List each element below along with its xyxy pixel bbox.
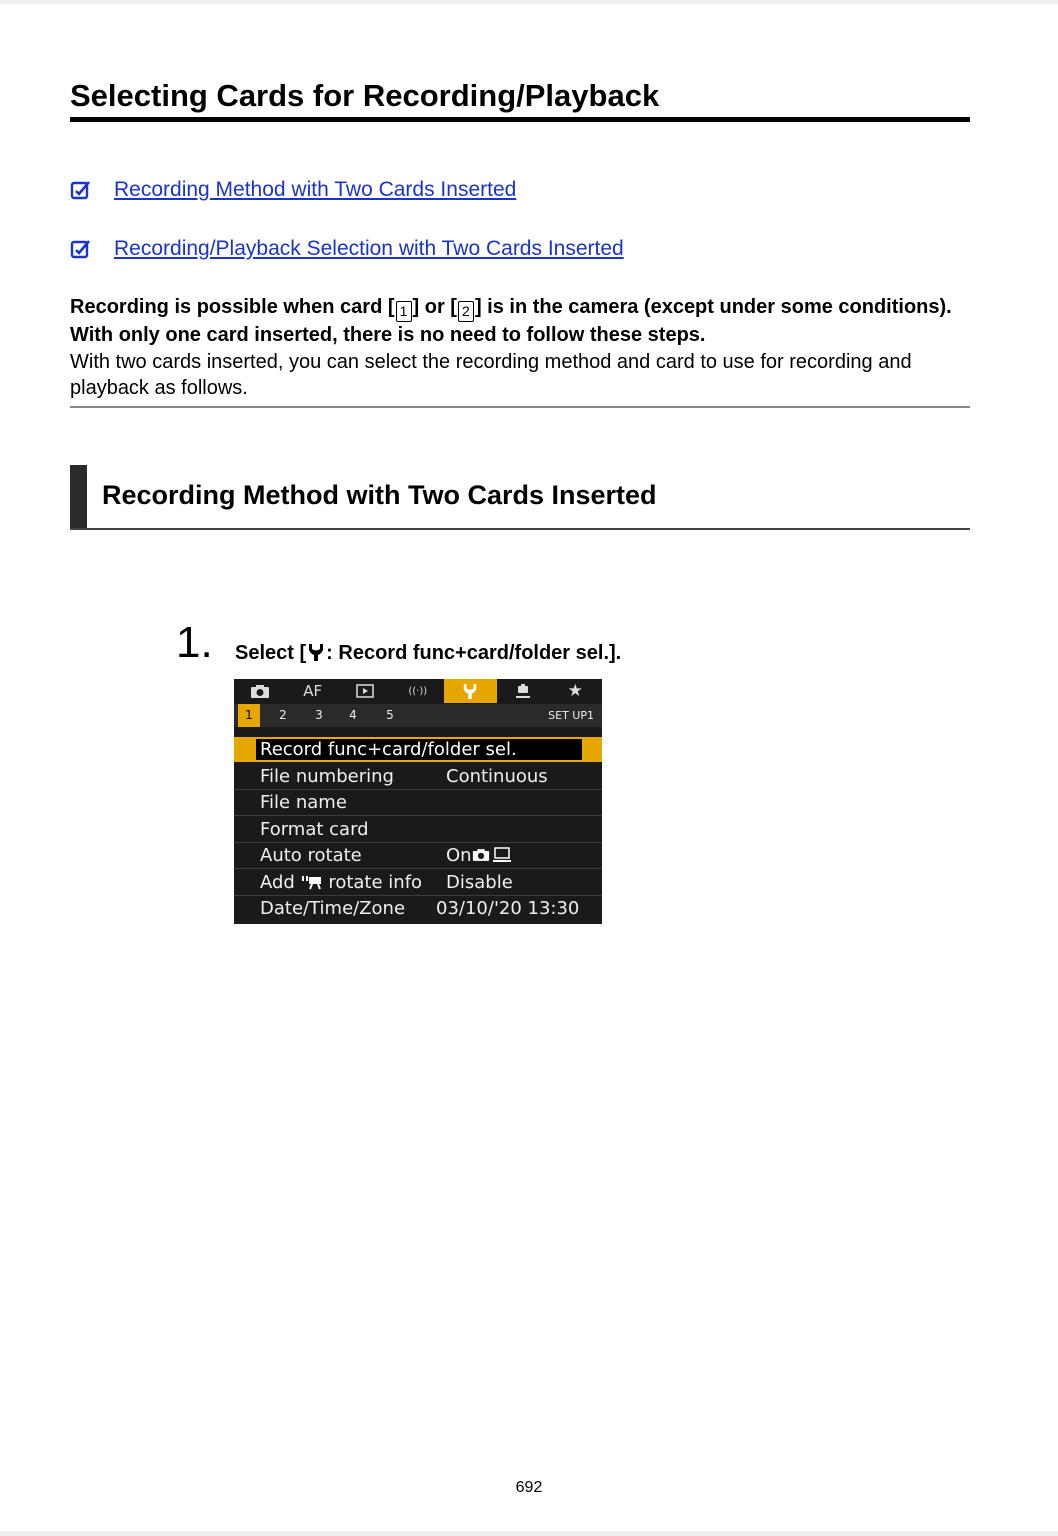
intro-divider xyxy=(70,406,970,408)
subtab-label: SET UP1 xyxy=(548,709,594,722)
movie-icon xyxy=(301,874,323,890)
toc-item-recording-method[interactable] xyxy=(70,176,516,204)
computer-icon xyxy=(492,847,512,863)
menu-item-file-numbering: File numbering Continuous xyxy=(234,764,602,790)
intro-paragraph xyxy=(70,294,970,402)
subtab-1: 1 xyxy=(238,704,260,727)
page-title: Selecting Cards for Recording/Playback xyxy=(70,78,660,113)
menu-item-add-rotate-info: Add rotate info Disable xyxy=(234,870,602,896)
checkbox-pencil-icon xyxy=(70,179,92,201)
subtab-4: 4 xyxy=(349,708,357,722)
toc-item-recording-playback[interactable] xyxy=(70,235,624,263)
toc-link-recording-playback[interactable]: Recording/Playback Selection with Two Cards Inserted xyxy=(114,237,624,260)
page-number: 692 xyxy=(515,1479,543,1496)
star-icon: ★ xyxy=(567,681,583,701)
camera-icon xyxy=(472,848,490,862)
subtab-3: 3 xyxy=(315,708,323,722)
menu-item-file-name: File name xyxy=(234,790,602,816)
menu-item-record-func: Record func+card/folder sel. xyxy=(234,737,602,762)
playback-icon xyxy=(339,679,392,703)
subtab-2: 2 xyxy=(279,708,287,722)
toc-link-recording-method[interactable]: Recording Method with Two Cards Inserted xyxy=(114,178,517,201)
wrench-icon xyxy=(307,642,325,662)
title-underline xyxy=(70,117,970,122)
custom-icon xyxy=(497,679,550,703)
card-2-icon: 2 xyxy=(458,301,474,322)
section-underline xyxy=(70,528,970,530)
menu-item-format-card: Format card xyxy=(234,817,602,843)
intro-body-text: With two cards inserted, you can select the recording method and card to use for recording and playback as follows. xyxy=(70,350,912,399)
wireless-icon: ((·)) xyxy=(408,685,428,697)
card-1-icon: 1 xyxy=(396,301,412,322)
camera-menu-tabs xyxy=(234,679,602,703)
section-title: Recording Method with Two Cards Inserted xyxy=(102,480,657,510)
menu-item-auto-rotate: Auto rotate On xyxy=(234,843,602,869)
menu-item-date-time: Date/Time/Zone 03/10/'20 13:30 xyxy=(260,898,580,919)
step-instruction: Select [ : Record func+card/folder sel.]. xyxy=(235,642,622,664)
camera-menu-screenshot xyxy=(234,679,602,924)
camera-menu-subtabs xyxy=(234,704,602,727)
wrench-icon xyxy=(444,679,497,703)
section-marker xyxy=(70,465,87,530)
subtab-5: 5 xyxy=(386,708,394,722)
step-number: 1. xyxy=(176,618,213,667)
af-tab-label: AF xyxy=(303,682,323,700)
manual-page xyxy=(0,4,1058,1531)
camera-icon xyxy=(234,679,287,703)
intro-bold-text: Recording is possible when card [ 1 ] or [ 2 ] is in the camera (except under some conditions). With only one card inserted, there is no need to follow these steps. xyxy=(70,296,952,346)
checkbox-pencil-icon xyxy=(70,238,92,260)
